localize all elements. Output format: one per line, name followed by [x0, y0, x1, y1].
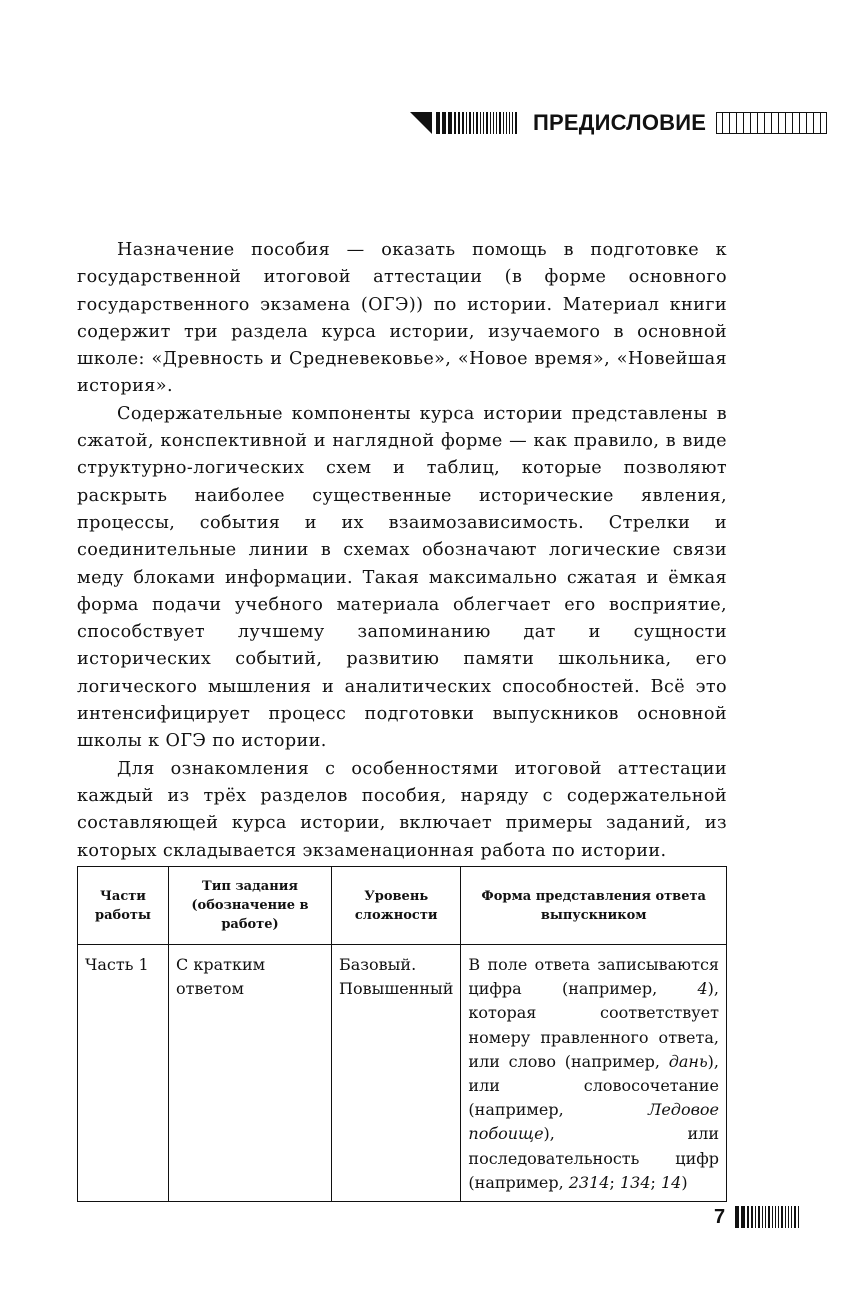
table-row — [78, 945, 727, 1202]
section-title: ПРЕДИСЛОВИЕ — [533, 110, 707, 135]
header-bar-ornament-right — [716, 112, 827, 134]
header-bar-ornament-left — [436, 112, 519, 134]
cell-difficulty: Базовый. Повышенный — [332, 945, 461, 1202]
answer-form-text: В поле ответа записываются цифра (например, — [468, 955, 719, 999]
answer-form-text: ), или словосочетание (например, — [468, 1051, 719, 1120]
cell-part: Часть 1 — [78, 945, 169, 1202]
answer-form-text: ; — [609, 1172, 620, 1192]
exam-structure-table — [77, 866, 727, 1202]
column-header: Форма представления ответа выпускником — [461, 867, 727, 945]
example: 4 — [697, 979, 708, 999]
running-header — [410, 108, 827, 138]
answer-form-text: ), которая соответствует номеру правленного ответа, или слово (например, — [468, 979, 719, 1071]
example: 134 — [619, 1172, 651, 1192]
header-triangle-ornament — [410, 112, 432, 134]
answer-form-text: ; — [650, 1172, 661, 1192]
example: дань — [668, 1051, 708, 1071]
column-header: Уровень сложности — [332, 867, 461, 945]
page-number: 7 — [714, 1205, 726, 1228]
paragraph: Для ознакомления с особенностями итоговой аттестации каждый из трёх разделов пособия, наряду с содержательной составляющей курса истории, включает примеры заданий, из которых складывается экзаменационная работа по истории. — [77, 758, 727, 861]
answer-form-text: ), или последовательность цифр (например, — [468, 1124, 719, 1192]
example: 2314 — [568, 1172, 610, 1192]
paragraph: Содержательные компоненты курса истории представлены в сжатой, конспективной и наглядной форме — как правило, в виде структурно-логических схем и таблиц, которые позволяют раскрыть наиболее существенные исторические явления, процессы, события и их взаимозависимость. Стрелки и соединительные линии в схемах обозначают логические связи меду блоками информации. Такая максимально сжатая и ёмкая форма подачи учебного материала облегчает его восприятие, способствует лучшему запоминанию дат и сущности исторических событий, развитию памяти школьника, его логического мышления и аналитических способностей. Всё это интенсифицирует процесс подготовки выпускников основной школы к ОГЭ по истории. — [77, 403, 727, 752]
preface-text — [77, 237, 727, 865]
cell-answer-form — [461, 945, 727, 1202]
page-footer — [714, 1204, 801, 1230]
example: 14 — [660, 1172, 682, 1192]
example: Ледовое побоище — [468, 1100, 719, 1144]
column-header: Части работы — [78, 867, 169, 945]
footer-bar-ornament — [735, 1206, 801, 1228]
cell-task-type: С кратким ответом — [169, 945, 332, 1202]
column-header: Тип задания (обозначение в работе) — [169, 867, 332, 945]
table-header-row — [78, 867, 727, 945]
paragraph: Назначение пособия — оказать помощь в подготовке к государственной итоговой аттестации (в форме основного государственного экзамена (ОГЭ)) по истории. Материал книги содержит три раздела курса истории, изучаемого в основной школе: «Древность и Средневековье», «Новое время», «Новейшая история». — [77, 240, 727, 397]
answer-form-text: ) — [681, 1172, 688, 1192]
